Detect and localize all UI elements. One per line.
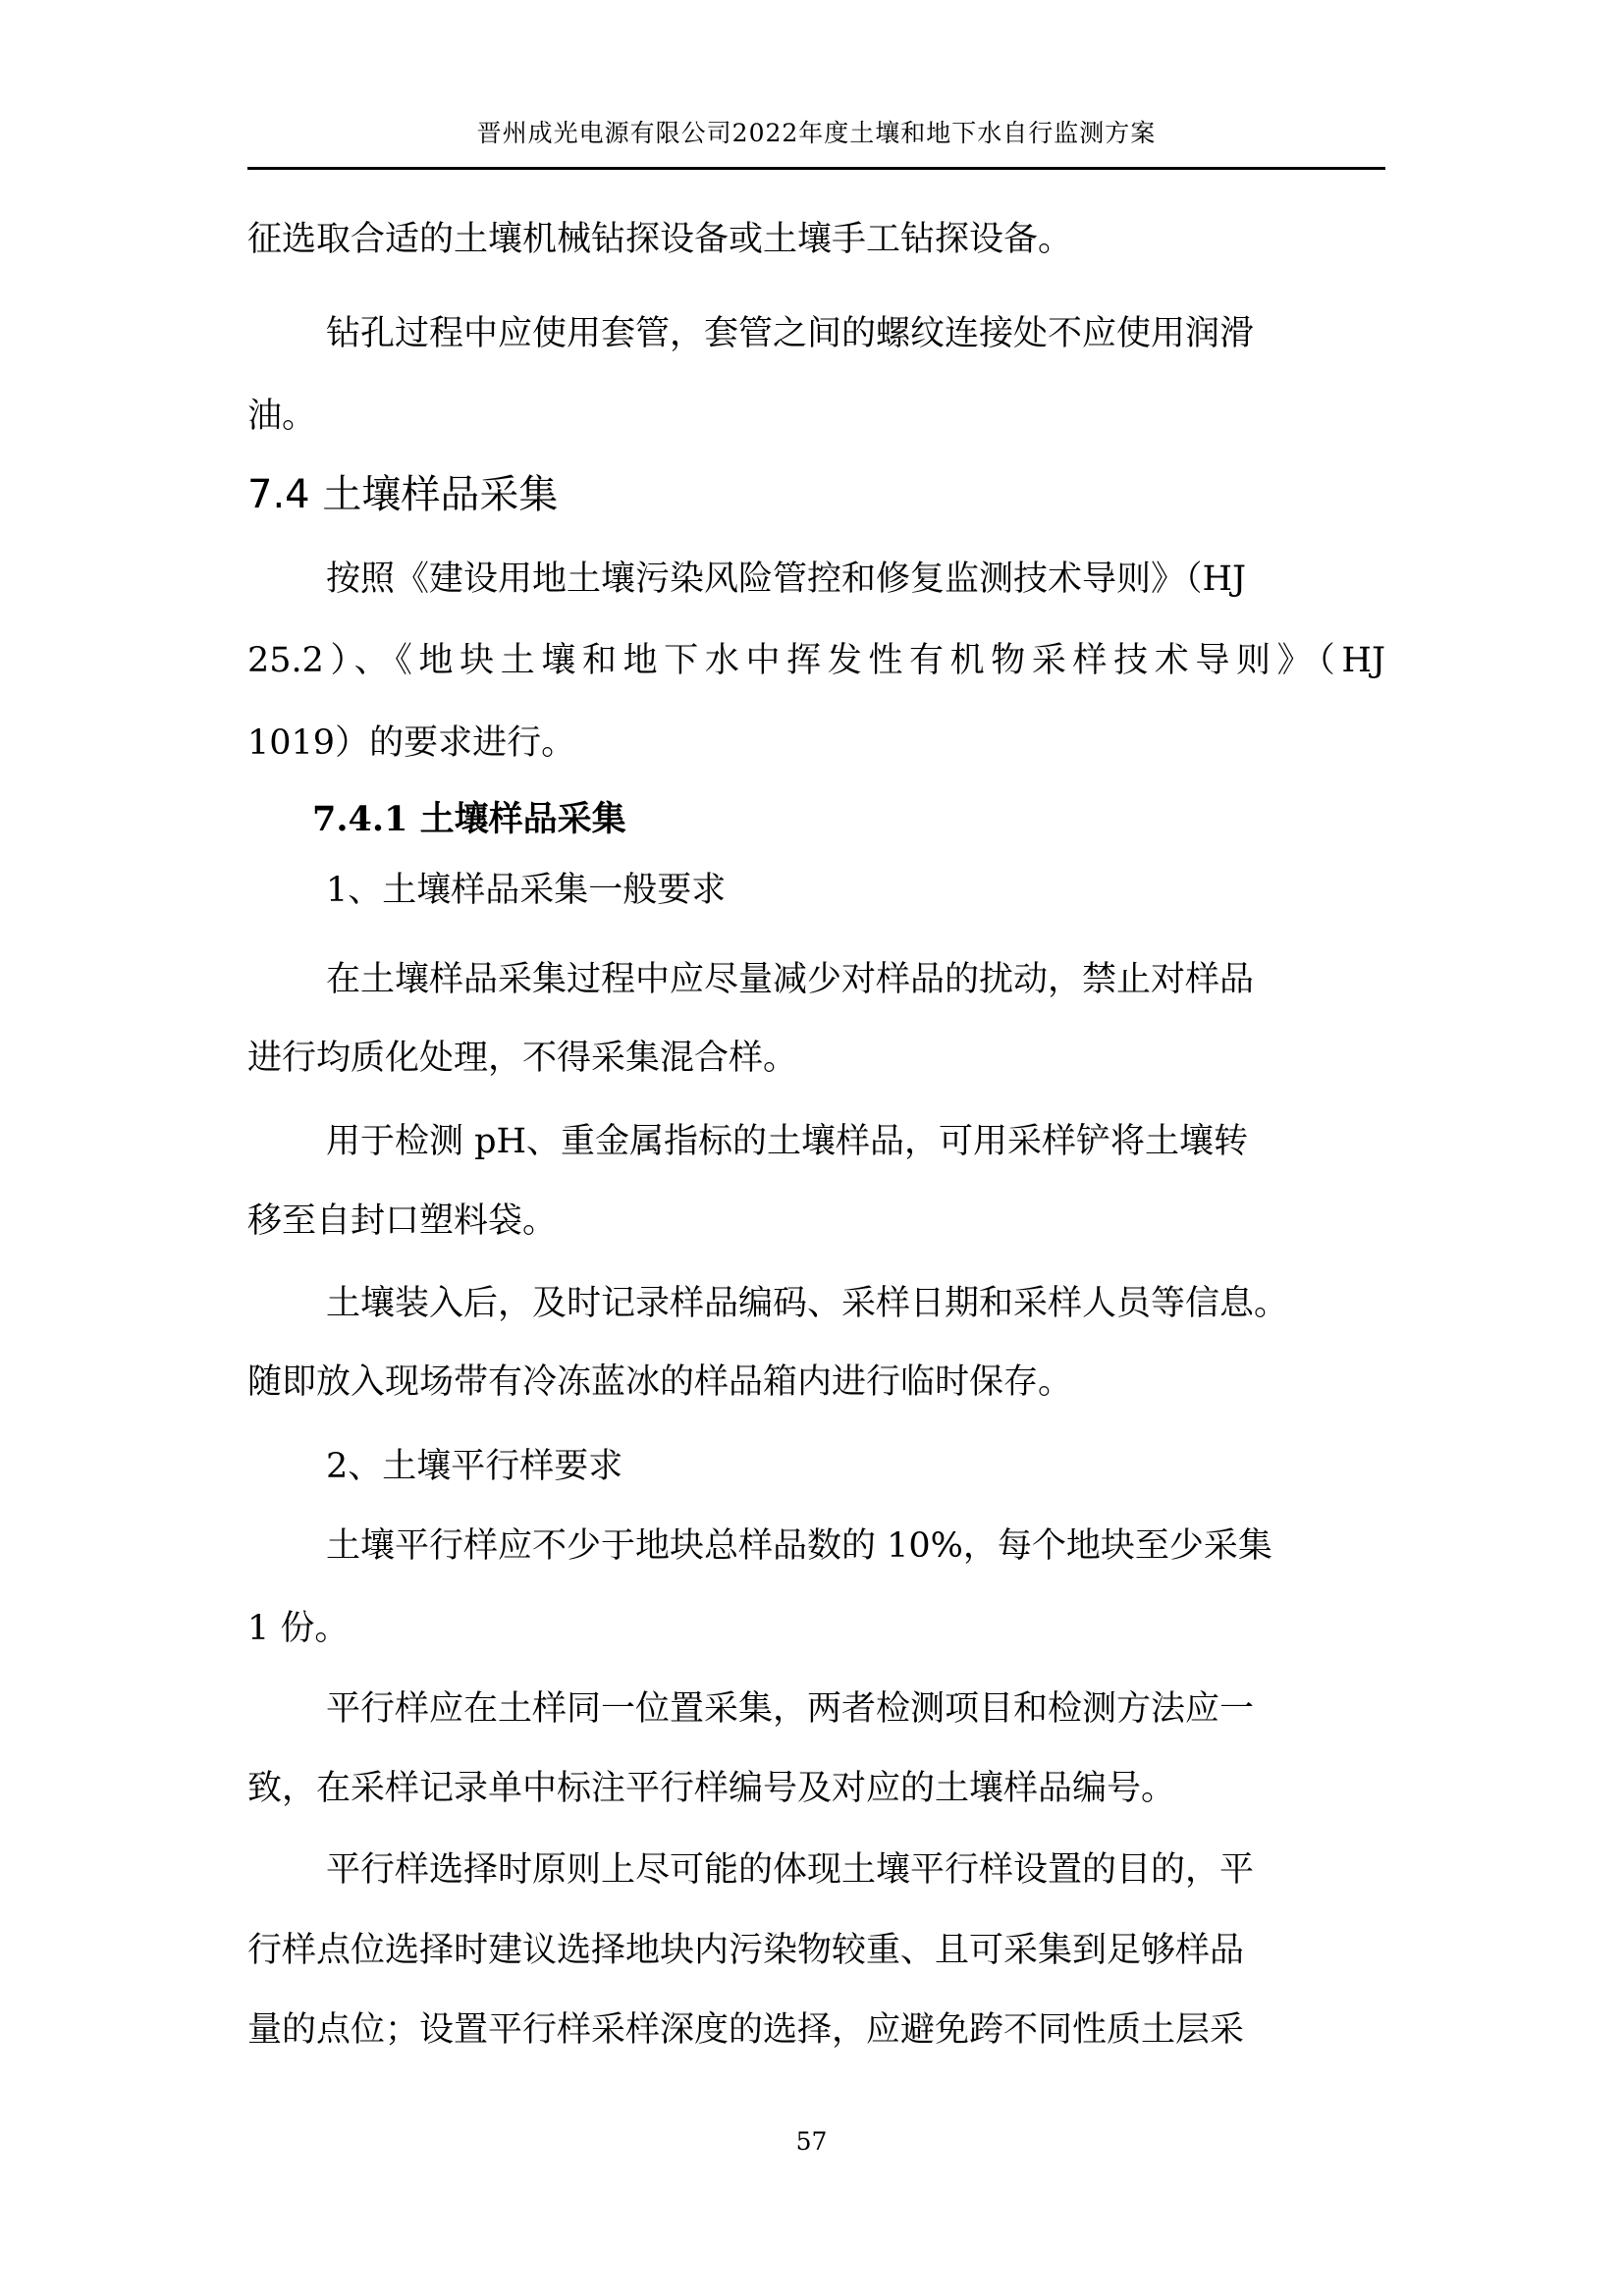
paragraph-line: 在土壤样品采集过程中应尽量减少对样品的扰动，禁止对样品 — [326, 960, 1255, 999]
subsection-heading: 7.4.1 土壤样品采集 — [312, 799, 626, 839]
page-number: 57 — [795, 2127, 828, 2156]
paragraph-line: 用于检测 pH、重金属指标的土壤样品，可用采样铲将土壤转 — [326, 1122, 1249, 1161]
paragraph-line: 油。 — [247, 397, 317, 436]
paragraph-line: 土壤装入后，及时记录样品编码、采样日期和采样人员等信息。 — [326, 1284, 1289, 1323]
paragraph-line: 移至自封口塑料袋。 — [247, 1201, 558, 1241]
paragraph-line: 平行样应在土样同一位置采集，两者检测项目和检测方法应一 — [326, 1689, 1255, 1729]
list-item-title: 2、土壤平行样要求 — [326, 1447, 623, 1486]
paragraph-line: 进行均质化处理，不得采集混合样。 — [247, 1039, 798, 1078]
paragraph-line: 致，在采样记录单中标注平行样编号及对应的土壤样品编号。 — [247, 1769, 1176, 1808]
paragraph-line: 1019）的要求进行。 — [247, 723, 576, 763]
paragraph-line: 按照《建设用地土壤污染风险管控和修复监测技术导则》（HJ — [326, 560, 1247, 599]
paragraph-line: 随即放入现场带有冷冻蓝冰的样品箱内进行临时保存。 — [247, 1362, 1073, 1402]
paragraph-line: 量的点位；设置平行样采样深度的选择，应避免跨不同性质土层采 — [247, 2010, 1245, 2050]
page-header: 晋州成光电源有限公司2022年度土壤和地下水自行监测方案 — [476, 119, 1157, 147]
paragraph-line: 行样点位选择时建议选择地块内污染物较重、且可采集到足够样品 — [247, 1931, 1245, 1970]
section-heading: 7.4 土壤样品采集 — [247, 472, 559, 517]
paragraph-line: 征选取合适的土壤机械钻探设备或土壤手工钻探设备。 — [247, 220, 1073, 259]
paragraph-line: 土壤平行样应不少于地块总样品数的 10%，每个地块至少采集 — [326, 1526, 1272, 1566]
paragraph-line: 平行样选择时原则上尽可能的体现土壤平行样设置的目的，平 — [326, 1850, 1255, 1890]
paragraph-line: 1 份。 — [247, 1609, 350, 1648]
paragraph-line: 钻孔过程中应使用套管，套管之间的螺纹连接处不应使用润滑 — [326, 314, 1255, 353]
header-divider — [247, 167, 1385, 170]
list-item-title: 1、土壤样品采集一般要求 — [326, 871, 727, 910]
paragraph-line: 25.2）、《地块土壤和地下水中挥发性有机物采样技术导则》（HJ — [247, 641, 1385, 680]
